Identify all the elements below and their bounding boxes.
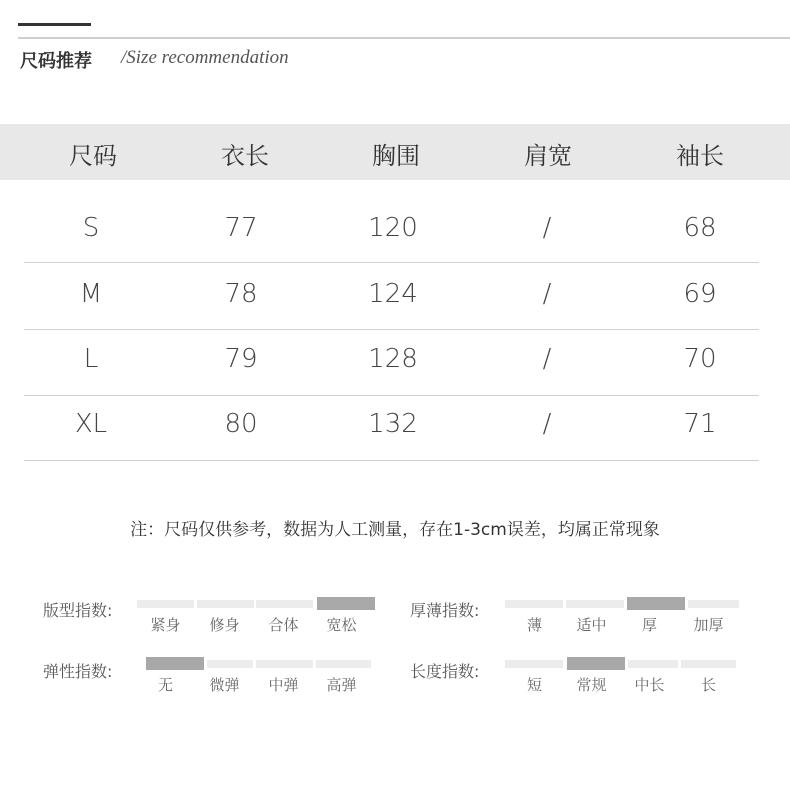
fit-scale-bar [137,600,194,608]
fit-option: 合体 [268,616,299,634]
elasticity-option: 中弹 [268,676,299,694]
size-table-header [0,124,790,180]
fit-option: 宽松 [326,616,357,634]
length-option: 短 [526,676,542,694]
elasticity-scale-bar [316,660,371,668]
thickness-option: 厚 [641,616,657,634]
cell-size: XL [74,409,108,439]
cell-sleeve: 71 [683,409,717,439]
cell-length: 77 [224,213,258,243]
elasticity-scale-bar-selected [146,657,204,670]
thickness-option: 加厚 [693,616,724,634]
table-row [0,393,790,459]
section-title: 尺码推荐 [20,51,92,72]
length-scale-bar-selected [567,657,625,670]
cell-shoulder: / [542,279,552,309]
column-header-sleeve: 袖长 [676,142,724,170]
thickness-scale-bar [566,600,624,608]
section-subtitle: /Size recommendation [121,47,289,68]
title-accent-bar [18,23,91,26]
fit-index-label: 版型指数: [43,601,113,620]
thickness-index-label: 厚薄指数: [410,601,480,620]
length-option: 中长 [634,676,665,694]
cell-size: L [83,344,99,374]
cell-sleeve: 68 [683,213,717,243]
thickness-option: 薄 [526,616,542,634]
elasticity-option: 无 [157,676,173,694]
measurement-note: 注：尺码仅供参考，数据为人工测量，存在1-3cm误差，均属正常现象 [130,520,660,540]
cell-chest: 120 [368,213,418,243]
table-row [0,197,790,263]
cell-chest: 124 [368,279,418,309]
elasticity-option: 高弹 [326,676,357,694]
thickness-scale-bar [688,600,739,608]
cell-shoulder: / [542,409,552,439]
cell-length: 79 [224,344,258,374]
length-option: 长 [700,676,716,694]
cell-size: S [82,213,100,243]
table-row [0,328,790,394]
fit-scale-bar [256,600,313,608]
column-header-shoulder: 肩宽 [524,142,572,170]
length-index-label: 长度指数: [410,662,480,681]
fit-option: 修身 [209,616,240,634]
fit-scale-bar [197,600,254,608]
elasticity-scale-bar [207,660,253,668]
cell-length: 78 [224,279,258,309]
column-header-length: 衣长 [221,142,269,170]
title-divider [18,37,790,39]
cell-length: 80 [224,409,258,439]
cell-shoulder: / [542,213,552,243]
elasticity-scale-bar [256,660,313,668]
length-scale-bar [681,660,736,668]
row-divider [24,460,759,461]
column-header-size: 尺码 [69,142,117,170]
fit-option: 紧身 [150,616,181,634]
column-header-chest: 胸围 [372,142,420,170]
cell-chest: 132 [368,409,418,439]
cell-chest: 128 [368,344,418,374]
thickness-scale-bar [505,600,563,608]
thickness-scale-bar-selected [627,597,685,610]
cell-sleeve: 69 [683,279,717,309]
length-scale-bar [628,660,678,668]
cell-sleeve: 70 [683,344,717,374]
table-row [0,263,790,329]
cell-size: M [79,279,103,309]
elasticity-index-label: 弹性指数: [43,662,113,681]
length-option: 常规 [576,676,607,694]
length-scale-bar [505,660,563,668]
cell-shoulder: / [542,344,552,374]
elasticity-option: 微弹 [209,676,240,694]
fit-scale-bar-selected [317,597,375,610]
thickness-option: 适中 [576,616,607,634]
